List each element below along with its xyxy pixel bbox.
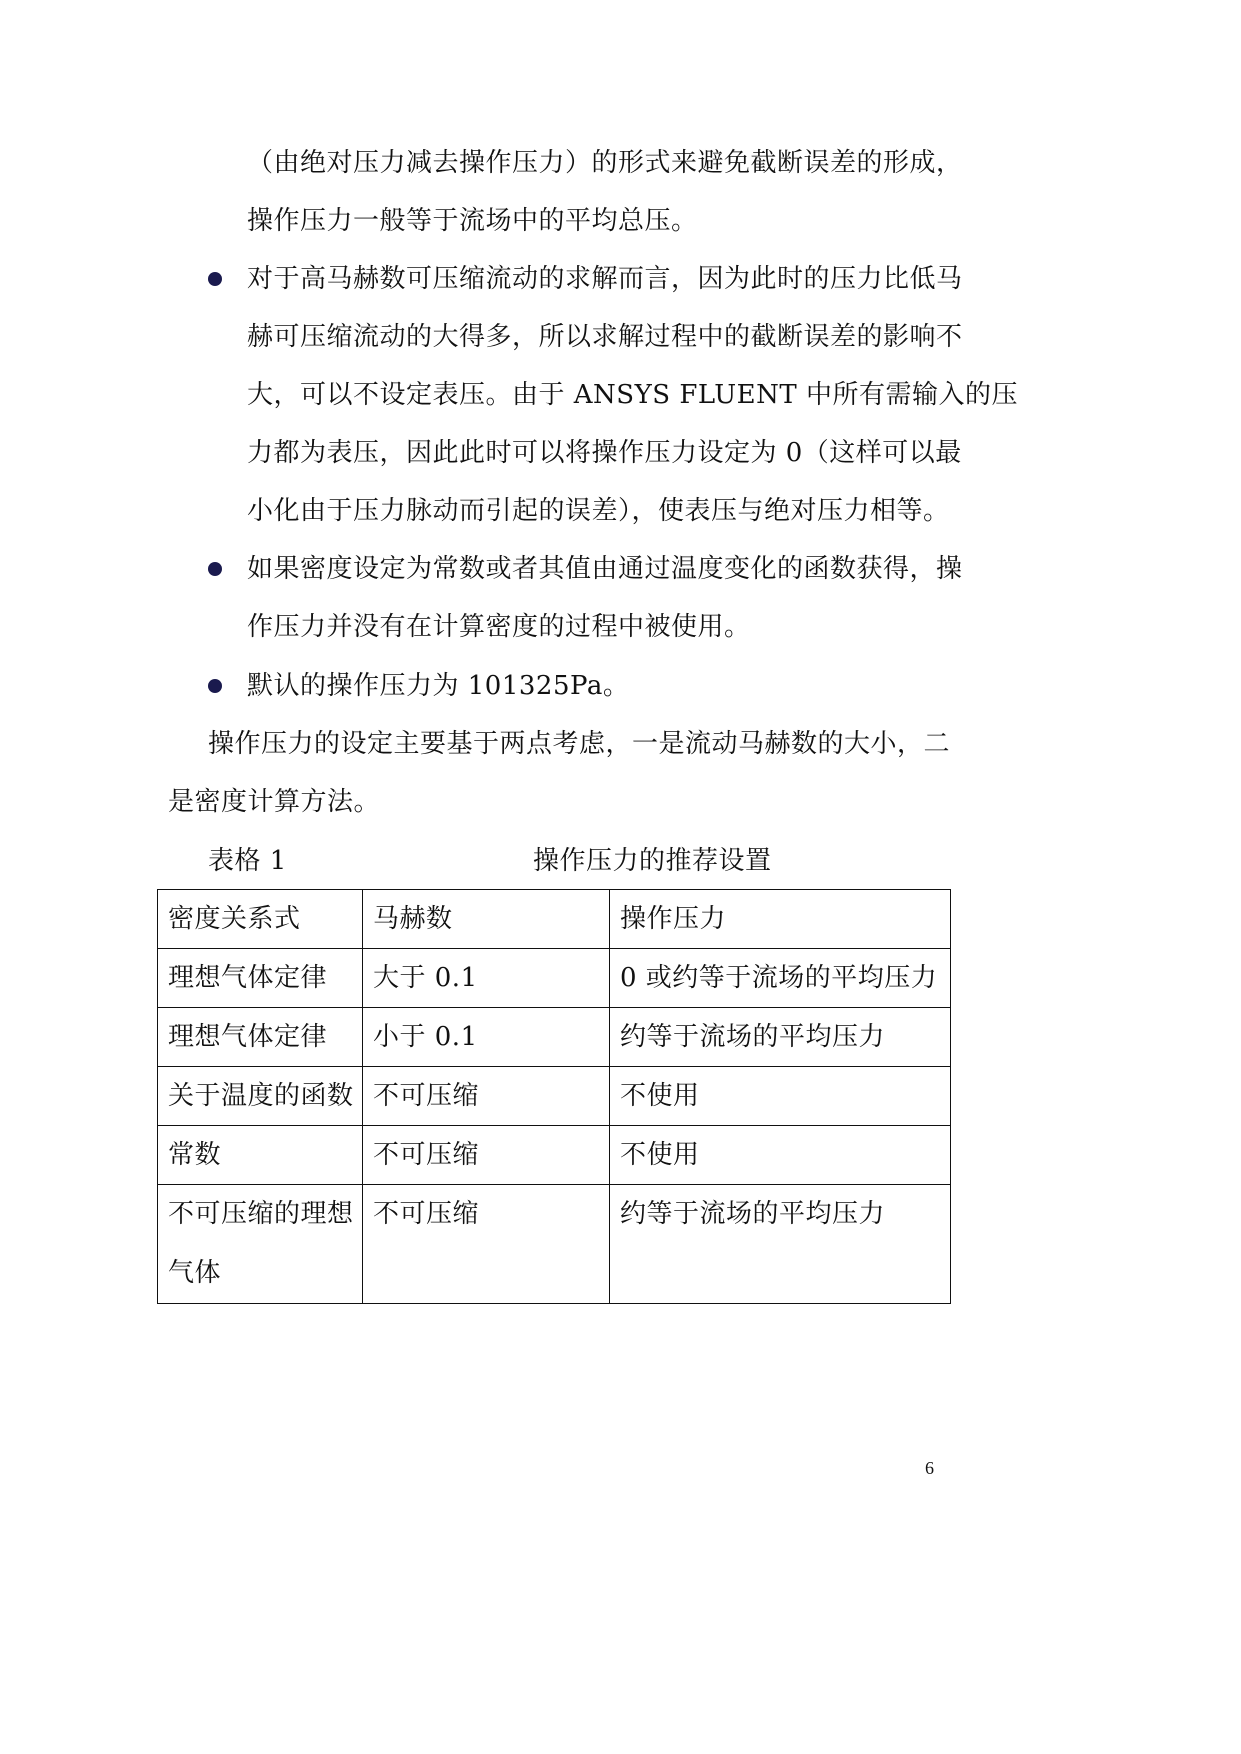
- page-number: 6: [925, 1458, 934, 1478]
- table-label: 表格 1: [208, 846, 287, 876]
- table-header-cell: 马赫数: [363, 890, 610, 949]
- table-caption: 操作压力的推荐设置: [533, 846, 772, 876]
- table-cell: 关于温度的函数: [158, 1067, 363, 1126]
- bullet-1-line-5: 小化由于压力脉动而引起的误差），使表压与绝对压力相等。: [247, 496, 950, 526]
- bullet-dot-1: [208, 272, 222, 286]
- continuation-line-2: 操作压力一般等于流场中的平均总压。: [247, 206, 698, 236]
- table-row: [158, 1126, 951, 1185]
- table-row: [158, 1008, 951, 1067]
- table-cell: 0 或约等于流场的平均压力: [610, 949, 951, 1008]
- table-cell: 不使用: [610, 1126, 951, 1185]
- bullet-1-line-4: 力都为表压，因此此时可以将操作压力设定为 0（这样可以最: [247, 438, 962, 468]
- table-cell: 不可压缩: [363, 1067, 610, 1126]
- bullet-1-line-2: 赫可压缩流动的大得多，所以求解过程中的截断误差的影响不: [247, 322, 963, 352]
- table-row: [158, 949, 951, 1008]
- table-row: [158, 1185, 951, 1304]
- settings-table: [157, 889, 951, 1304]
- table-cell: 常数: [158, 1126, 363, 1185]
- table-header-cell: 密度关系式: [158, 890, 363, 949]
- bullet-1-line-3: 大，可以不设定表压。由于 ANSYS FLUENT 中所有需输入的压: [247, 380, 1018, 410]
- paragraph-line-1: 操作压力的设定主要基于两点考虑，一是流动马赫数的大小，二: [208, 729, 951, 759]
- table-cell: 大于 0.1: [363, 949, 610, 1008]
- bullet-dot-2: [208, 562, 222, 576]
- bullet-3-line-1: 默认的操作压力为 101325Pa。: [247, 671, 630, 701]
- bullet-2-line-1: 如果密度设定为常数或者其值由通过温度变化的函数获得，操: [247, 554, 963, 584]
- bullet-1-line-1: 对于高马赫数可压缩流动的求解而言，因为此时的压力比低马: [247, 264, 963, 294]
- table-cell: 理想气体定律: [158, 949, 363, 1008]
- table-cell: 小于 0.1: [363, 1008, 610, 1067]
- paragraph-line-2: 是密度计算方法。: [168, 787, 381, 817]
- table-header-cell: 操作压力: [610, 890, 951, 949]
- bullet-2-line-2: 作压力并没有在计算密度的过程中被使用。: [247, 612, 751, 642]
- table-row: [158, 1067, 951, 1126]
- table-cell: 不可压缩: [363, 1126, 610, 1185]
- table-cell-text: 不可压缩的理想气体: [168, 1199, 354, 1288]
- table-cell: 约等于流场的平均压力: [610, 1185, 951, 1304]
- bullet-dot-3: [208, 679, 222, 693]
- table-cell: 约等于流场的平均压力: [610, 1008, 951, 1067]
- table-cell: 不使用: [610, 1067, 951, 1126]
- table-cell: [158, 1185, 363, 1304]
- table-cell: 理想气体定律: [158, 1008, 363, 1067]
- table-cell: 不可压缩: [363, 1185, 610, 1304]
- continuation-line-1: （由绝对压力减去操作压力）的形式来避免截断误差的形成，: [247, 148, 963, 178]
- table-header-row: [158, 890, 951, 949]
